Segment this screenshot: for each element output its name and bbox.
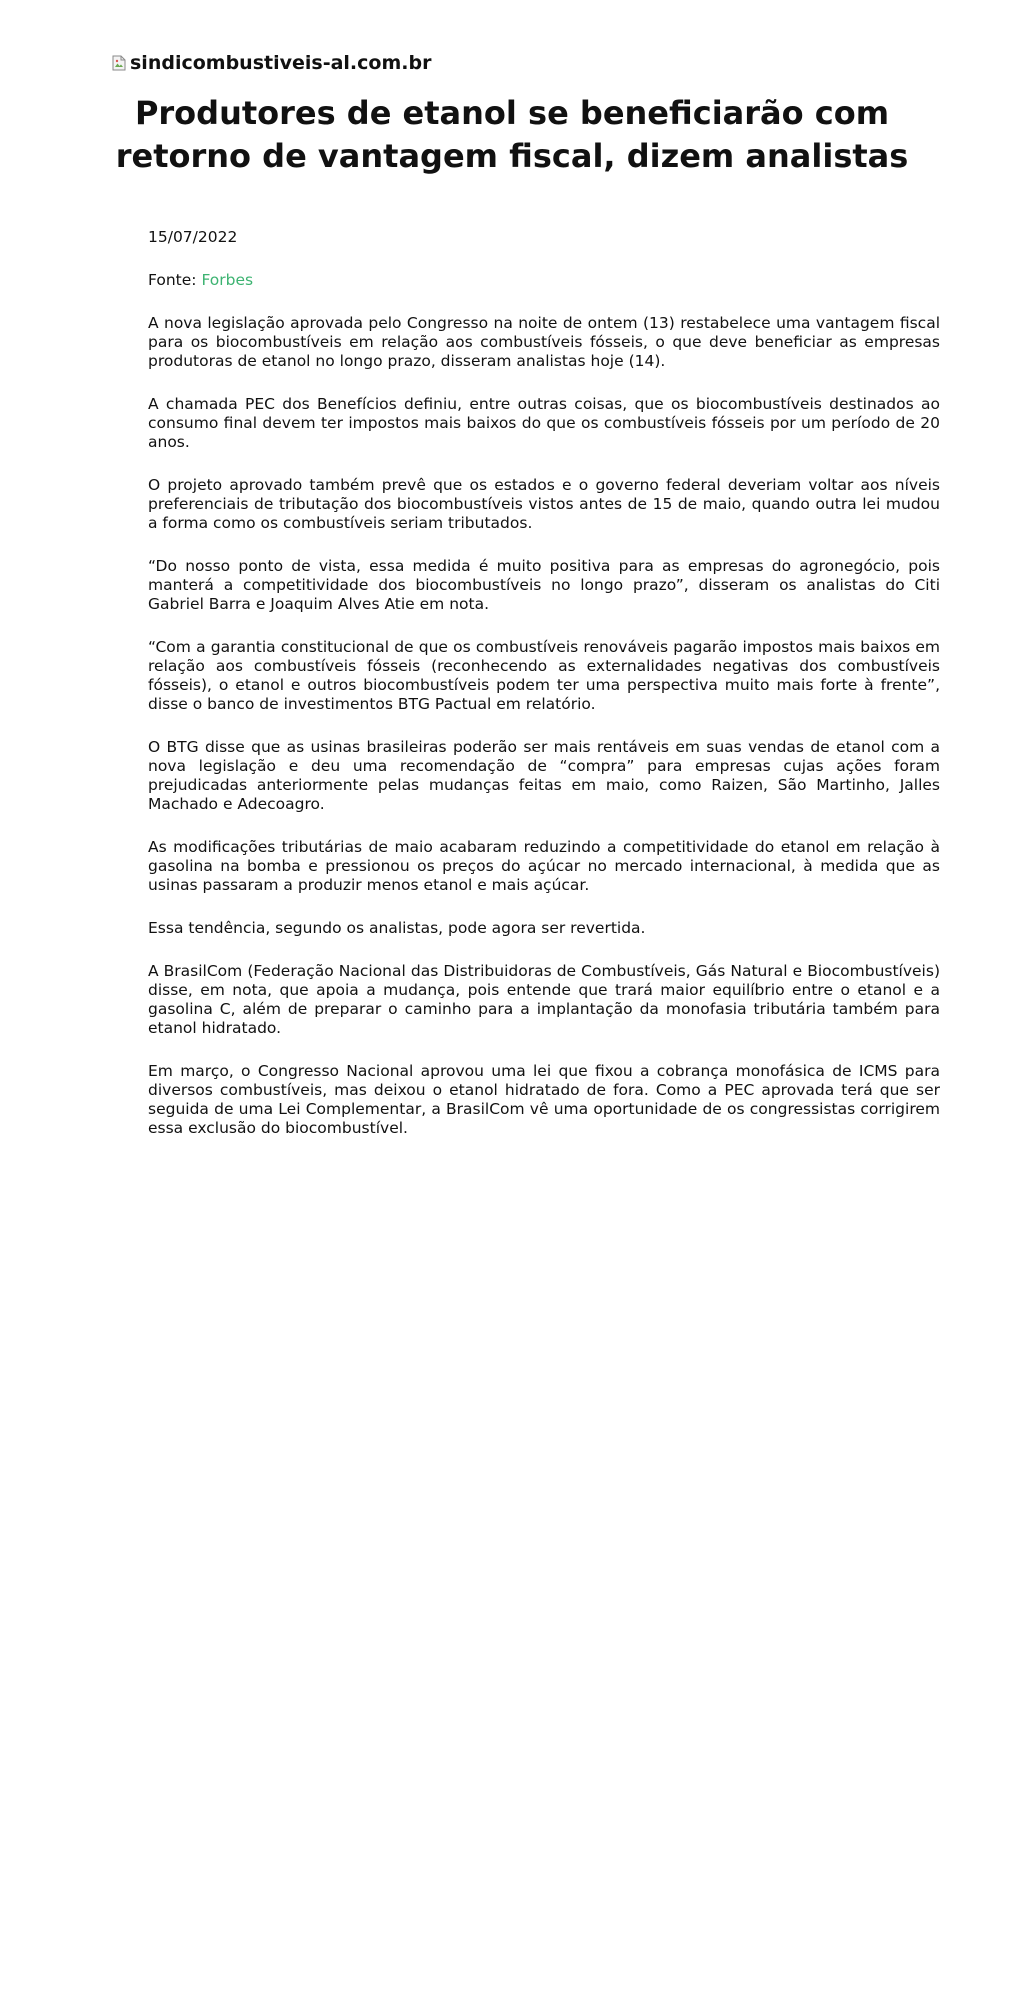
- source-link-forbes[interactable]: Forbes: [201, 271, 254, 289]
- article-source: [148, 271, 940, 290]
- article-body: [148, 228, 940, 1162]
- paragraph-1: A nova legislação aprovada pelo Congresso na noite de ontem (13) restabelece uma vantagem fiscal para os biocombustíveis em relação aos combustíveis fósseis, o que deve beneficiar as empresas produtoras de etanol no longo prazo, disseram analistas hoje (14).: [148, 314, 940, 370]
- site-logo-alt-text: sindicombustiveis-al.com.br: [130, 52, 432, 74]
- source-label: Fonte:: [148, 271, 202, 289]
- paragraph-2: A chamada PEC dos Benefícios definiu, entre outras coisas, que os biocombustíveis destinados ao consumo final devem ter impostos mais baixos do que os combustíveis fósseis por um período de 20 anos.: [148, 395, 940, 451]
- broken-image-icon: [112, 55, 126, 71]
- paragraph-3: O projeto aprovado também prevê que os estados e o governo federal deveriam voltar aos níveis preferenciais de tributação dos biocombustíveis vistos antes de 15 de maio, quando outra lei mudou a forma como os combustíveis seriam tributados.: [148, 476, 940, 532]
- article-date: 15/07/2022: [148, 228, 238, 246]
- paragraph-8: Essa tendência, segundo os analistas, pode agora ser revertida.: [148, 919, 646, 937]
- paragraph-4: “Do nosso ponto de vista, essa medida é muito positiva para as empresas do agronegócio, pois manterá a competitividade dos biocombustíveis no longo prazo”, disseram os analistas do Citi Gabriel Barra e Joaquim Alves Atie em nota.: [148, 557, 940, 613]
- paragraph-5: “Com a garantia constitucional de que os combustíveis renováveis pagarão impostos mais baixos em relação aos combustíveis fósseis (reconhecendo as externalidades negativas dos combustíveis fósseis), o etanol e outros biocombustíveis podem ter uma perspectiva muito mais forte à frente”, disse o banco de investimentos BTG Pactual em relatório.: [148, 638, 940, 713]
- paragraph-9: A BrasilCom (Federação Nacional das Distribuidoras de Combustíveis, Gás Natural e Biocombustíveis) disse, em nota, que apoia a mudança, pois entende que trará maior equilíbrio entre o etanol e a gasolina C, além de preparar o caminho para a implantação da monofasia tributária também para etanol hidratado.: [148, 962, 940, 1037]
- paragraph-6: O BTG disse que as usinas brasileiras poderão ser mais rentáveis em suas vendas de etanol com a nova legislação e deu uma recomendação de “compra” para empresas cujas ações foram prejudicadas anteriormente pelas mudanças feitas em maio, como Raizen, São Martinho, Jalles Machado e Adecoagro.: [148, 738, 940, 813]
- article-title: Produtores de etanol se beneficiarão com retorno de vantagem fiscal, dizem analistas: [115, 94, 909, 175]
- paragraph-7: As modificações tributárias de maio acabaram reduzindo a competitividade do etanol em relação à gasolina na bomba e pressionou os preços do açúcar no mercado internacional, à medida que as usinas passaram a produzir menos etanol e mais açúcar.: [148, 838, 940, 894]
- site-logo[interactable]: [112, 52, 431, 74]
- paragraph-10: Em março, o Congresso Nacional aprovou uma lei que fixou a cobrança monofásica de ICMS para diversos combustíveis, mas deixou o etanol hidratado de fora. Como a PEC aprovada terá que ser seguida de uma Lei Complementar, a BrasilCom vê uma oportunidade de os congressistas corrigirem essa exclusão do biocombustível.: [148, 1062, 940, 1137]
